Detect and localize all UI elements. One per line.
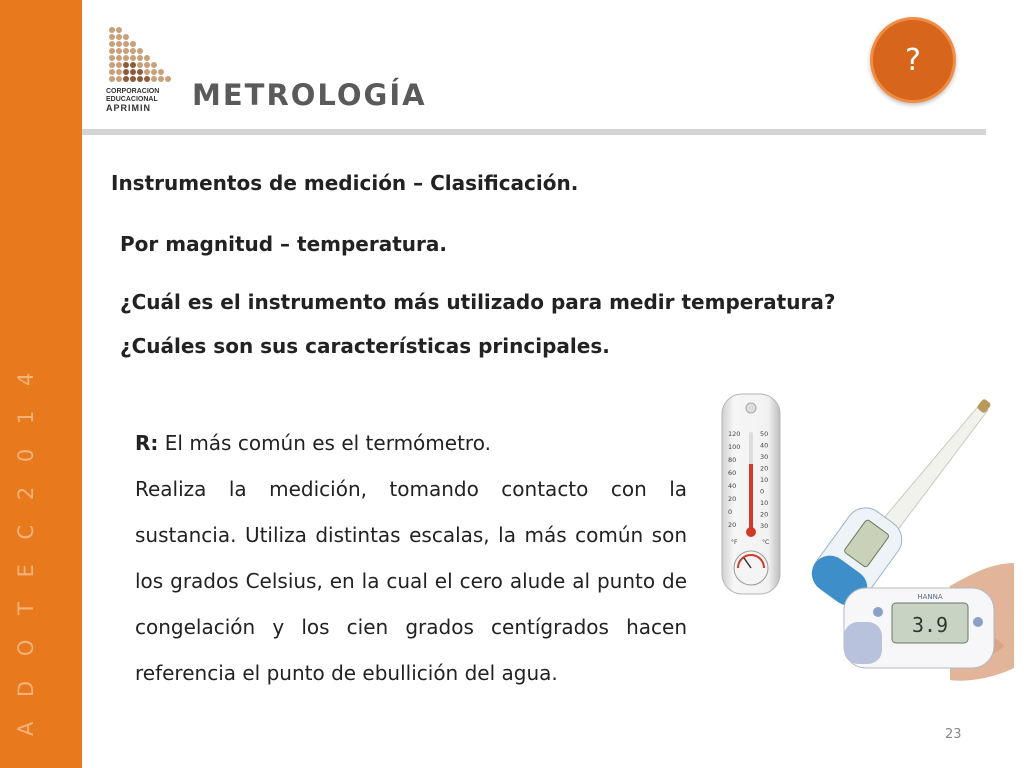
scale-c-label: 0 — [760, 487, 765, 496]
answer-block — [135, 420, 687, 696]
answer-line1 — [135, 420, 687, 466]
device-brand: HANNA — [917, 593, 943, 601]
scale-c-label: 50 — [760, 430, 769, 438]
scale-f-label: 80 — [728, 456, 737, 464]
logo-brand: APRIMIN — [106, 103, 151, 113]
scale-c-label: 20 — [760, 464, 769, 473]
unit-c: °C — [762, 539, 770, 546]
unit-f: °F — [731, 539, 738, 546]
question-text: ¿Cuál es el instrumento más utilizado para medir temperatura? ¿Cuáles son sus características principales. — [120, 290, 836, 358]
answer-first: El más común es el termómetro. — [158, 431, 491, 455]
answer-body: Realiza la medición, tomando contacto con la sustancia. Utiliza distintas escalas, la más común son los grados Celsius, en la cual el cero alude al punto de congelación y los cien grados centígrados hacen referencia el punto de ebullición del agua. — [135, 477, 687, 685]
scale-f-label: 0 — [728, 508, 733, 516]
scale-f-label: 120 — [728, 430, 741, 438]
scale-c-label: 40 — [760, 441, 769, 450]
answer-prefix: R: — [135, 431, 159, 455]
header-divider — [82, 129, 986, 135]
page-number: 23 — [945, 727, 962, 742]
sidebar-bar — [0, 0, 82, 768]
digital-thermometers-image — [800, 398, 1014, 688]
scale-f-label: 40 — [728, 482, 737, 490]
section-subheading: Por magnitud – temperatura. — [120, 232, 447, 256]
digital-reading: 3.9 — [911, 613, 949, 637]
sidebar-label: A D O T E C 2 0 1 4 — [14, 363, 38, 736]
scale-c-label: 10 — [760, 499, 769, 507]
scale-f-label: 100 — [728, 443, 741, 451]
logo-line1: CORPORACION — [106, 88, 160, 95]
scale-c-label: 20 — [760, 510, 769, 519]
section-heading: Instrumentos de medición – Clasificación. — [111, 171, 579, 195]
scale-f-label: 60 — [728, 469, 737, 477]
scale-c-label: 30 — [760, 453, 769, 461]
logo-line2: EDUCACIONAL — [106, 96, 158, 103]
logo-caption — [106, 88, 176, 112]
wall-thermometer-image — [718, 392, 784, 598]
scale-c-label: 10 — [760, 476, 769, 484]
scale-f-label: 20 — [728, 521, 737, 529]
scale-c-label: 30 — [760, 522, 769, 530]
help-button[interactable]: ? — [870, 17, 956, 103]
scale-f-label: 20 — [728, 495, 737, 503]
page-title: METROLOGÍA — [192, 78, 427, 112]
